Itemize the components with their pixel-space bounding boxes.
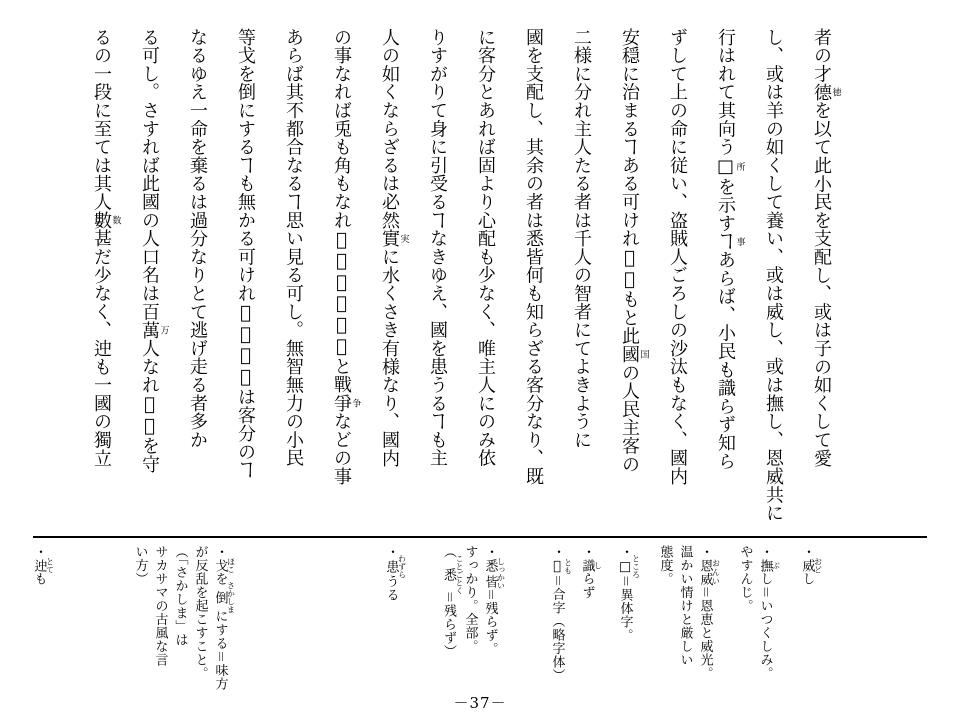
footnotes — [0, 545, 960, 695]
annotated-character: 𪜈 とも — [549, 558, 573, 575]
footnote: ・威 おどし — [799, 545, 823, 586]
main-text — [77, 28, 845, 530]
annotated-character: 悉 ことごとく — [441, 554, 464, 595]
footnote: ・撫 ぶし＝いつくしみ。 やすんじ。 — [737, 545, 781, 681]
annotated-character: 德徳 — [811, 82, 841, 102]
text-column: 安穏に治まるヿある可けれ𪜈、もと此國国の人民主客の — [619, 28, 649, 474]
text-column: るの一段に至ては其人數数甚だ少なく、迚も一國の獨立 — [91, 28, 121, 468]
annotated-character: 戈 ほこ — [212, 557, 236, 574]
text-column: 行はれて其向う□所を示すヿ事あらば、小民も識らず知ら — [715, 28, 745, 471]
annotated-character: 威 おど — [799, 557, 823, 574]
annotated-character: □ ところ — [617, 554, 641, 579]
annotated-character: 倒 さかしま — [212, 581, 236, 614]
text-column: る可し。さすれば此國の人口名は百萬万人なれ𪜈國を守 — [139, 28, 169, 474]
annotated-character: 悉皆 しっかい — [482, 557, 506, 590]
text-column: の事なれば兎も角もなれ𪜈、一旦外國と戰爭争などの事 — [331, 28, 361, 486]
annotated-character: 爭争 — [331, 393, 361, 413]
text-column: 國を支配し、其余の者は悉皆何も知らざる客分なり、既 — [523, 28, 544, 486]
annotated-character: 數数 — [91, 211, 121, 230]
footnote-divider-rule — [33, 536, 927, 538]
page-number: －37－ — [453, 694, 507, 712]
text-column: なるゆえ一命を棄るは過分なりとて逃げ走る者多か — [187, 28, 208, 449]
footnote: ・𪜈 とも＝合字（略字体） — [549, 545, 573, 683]
footnote: ・恩威 おんい＝恩恵と威光。 温かい情けと厳しい 態度。 — [657, 545, 721, 681]
annotated-character: ヿ事 — [715, 232, 745, 251]
footnote: ・□ ところ＝異体字。 — [617, 545, 641, 643]
text-column: 二様に分れ主人たる者は千人の智者にてよきように — [571, 28, 592, 449]
footnote: ・迚 とても — [31, 545, 55, 586]
annotated-character: 迚 とて — [31, 557, 55, 574]
annotated-character: 恩威 おんい — [697, 558, 721, 586]
footnote: ・悉皆 しっかい＝残らず。 すっかり。全部。 （悉 ことごとく＝残らず） — [441, 545, 506, 659]
text-column: に客分とあれば固より心配も少なく、唯主人にのみ依 — [475, 28, 496, 468]
annotated-character: 實実 — [379, 229, 409, 248]
text-column: りすがりて身に引受るヿなきゆえ、國を患うるヿも主 — [427, 28, 448, 468]
annotated-character: 萬万 — [139, 320, 169, 340]
text-column: 者の才德徳を以て此小民を支配し、或は子の如くして愛 — [811, 28, 841, 468]
annotated-character: 患 わずら — [383, 554, 407, 579]
text-column: 等戈を倒にするヿも無かる可けれ𪜈、我々は客分のヿ — [235, 28, 256, 480]
footnote: ・患 わずらうる — [383, 545, 407, 602]
text-column: あらば其不都合なるヿ思い見る可し。無智無力の小民 — [283, 28, 304, 468]
text-column: 人の如くならざるは必然實実に水くさき有様なり、國内 — [379, 28, 409, 468]
annotated-character: 國国 — [619, 345, 649, 364]
annotated-character: 識 し — [579, 558, 603, 572]
annotated-character: 撫 ぶ — [757, 558, 781, 572]
annotated-character: □所 — [715, 156, 745, 178]
text-column: し、或は羊の如くして養い、或は威し、或は撫し、恩威共に — [763, 28, 784, 523]
text-column: ずして上の命に従い、盗賊人ごろしの沙汰もなく、國内 — [667, 28, 688, 486]
footnote: ・識 しらず — [579, 545, 603, 599]
footnote: ・戈 ほこを倒 さかしまにする＝味方 が反乱を起こすこと。 （「さかしま」は サカサマの古風な言 い方） — [132, 545, 236, 691]
